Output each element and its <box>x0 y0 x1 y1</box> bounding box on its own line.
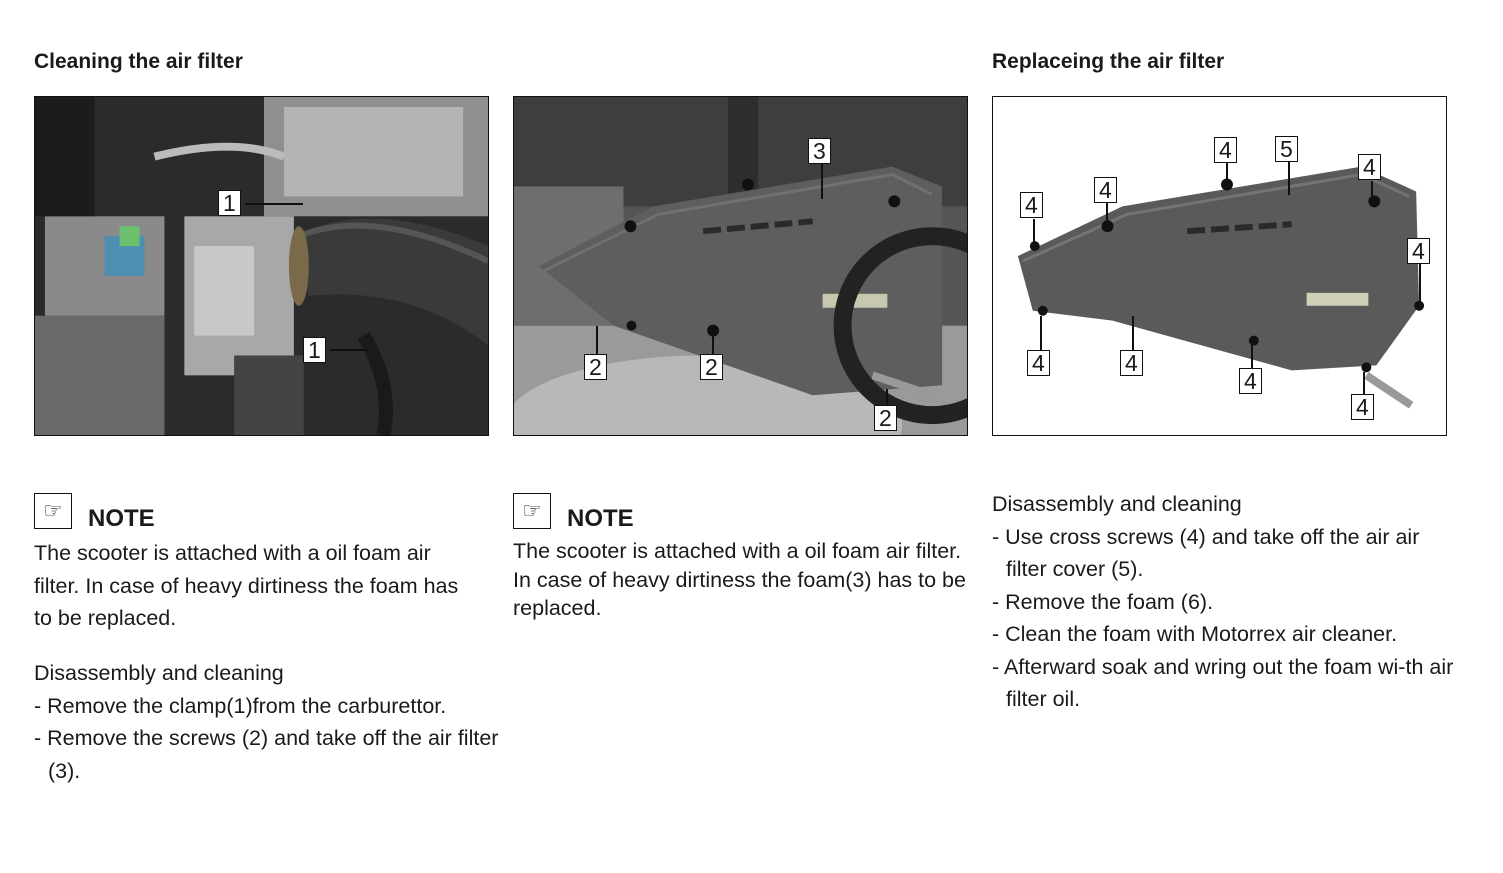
note-text-left: The scooter is attached with a oil foam air filter. In case of heavy dirtiness the foam has to be replaced. <box>34 541 459 630</box>
disassembly-step: - Remove the screws (2) and take off the air filter (3). <box>34 726 499 783</box>
photo-carburettor-clamp <box>34 96 489 436</box>
callout-leader <box>1371 181 1373 203</box>
note-header-middle <box>513 493 634 532</box>
disassembly-step: - Remove the clamp(1)from the carburettor. <box>34 693 447 718</box>
note-label: NOTE <box>88 505 155 532</box>
callout-leader <box>1132 316 1134 350</box>
callout-leader <box>821 163 823 199</box>
callout-leader <box>1363 372 1365 394</box>
callout-label: 4 <box>1120 350 1143 376</box>
callout-leader <box>596 326 598 354</box>
callout-leader <box>1419 264 1421 304</box>
callout-leader <box>245 203 303 205</box>
disassembly-step: - Remove the foam (6). <box>992 589 1214 614</box>
callout-leader <box>1106 203 1108 227</box>
callout-label: 2 <box>700 354 723 380</box>
disassembly-left <box>34 657 499 787</box>
callout-label: 1 <box>303 337 326 363</box>
disassembly-title: Disassembly and cleaning <box>992 492 1242 516</box>
disassembly-step: - Use cross screws (4) and take off the air air filter cover (5). <box>992 524 1420 581</box>
callout-leader <box>1251 339 1253 368</box>
callout-label: 2 <box>874 405 897 431</box>
callout-label: 4 <box>1020 192 1043 218</box>
callout-leader <box>886 389 888 405</box>
callout-label: 4 <box>1407 238 1430 264</box>
callout-label: 4 <box>1358 154 1381 180</box>
callout-label: 4 <box>1094 177 1117 203</box>
callout-leader <box>330 349 368 351</box>
note-label: NOTE <box>567 505 634 532</box>
callout-leader <box>1288 162 1290 195</box>
callout-label: 3 <box>808 138 831 164</box>
callout-label: 4 <box>1239 368 1262 394</box>
pointing-hand-icon: ☞ <box>513 493 551 529</box>
callout-label: 4 <box>1027 350 1050 376</box>
disassembly-step: - Afterward soak and wring out the foam wi-th air filter oil. <box>992 654 1454 711</box>
pointing-hand-icon: ☞ <box>34 493 72 529</box>
heading-cleaning: Cleaning the air filter <box>34 50 243 73</box>
callout-label: 2 <box>584 354 607 380</box>
heading-replacing: Replaceing the air filter <box>992 50 1225 73</box>
photo-air-filter-screws <box>513 96 968 436</box>
callout-leader <box>712 333 714 354</box>
callout-label: 4 <box>1214 137 1237 163</box>
callout-leader <box>1040 316 1042 350</box>
callout-label: 4 <box>1351 394 1374 420</box>
disassembly-title: Disassembly and cleaning <box>34 661 284 685</box>
callout-label: 1 <box>218 190 241 216</box>
disassembly-step: - Clean the foam with Motorrex air cleaner. <box>992 622 1398 646</box>
callout-leader <box>1226 163 1228 183</box>
callout-leader <box>1033 219 1035 245</box>
note-text-middle: The scooter is attached with a oil foam air filter. In case of heavy dirtiness the foam(3) has to be replaced. <box>513 539 966 620</box>
callout-label: 5 <box>1275 136 1298 162</box>
disassembly-right <box>992 488 1457 716</box>
note-header-left <box>34 493 155 532</box>
